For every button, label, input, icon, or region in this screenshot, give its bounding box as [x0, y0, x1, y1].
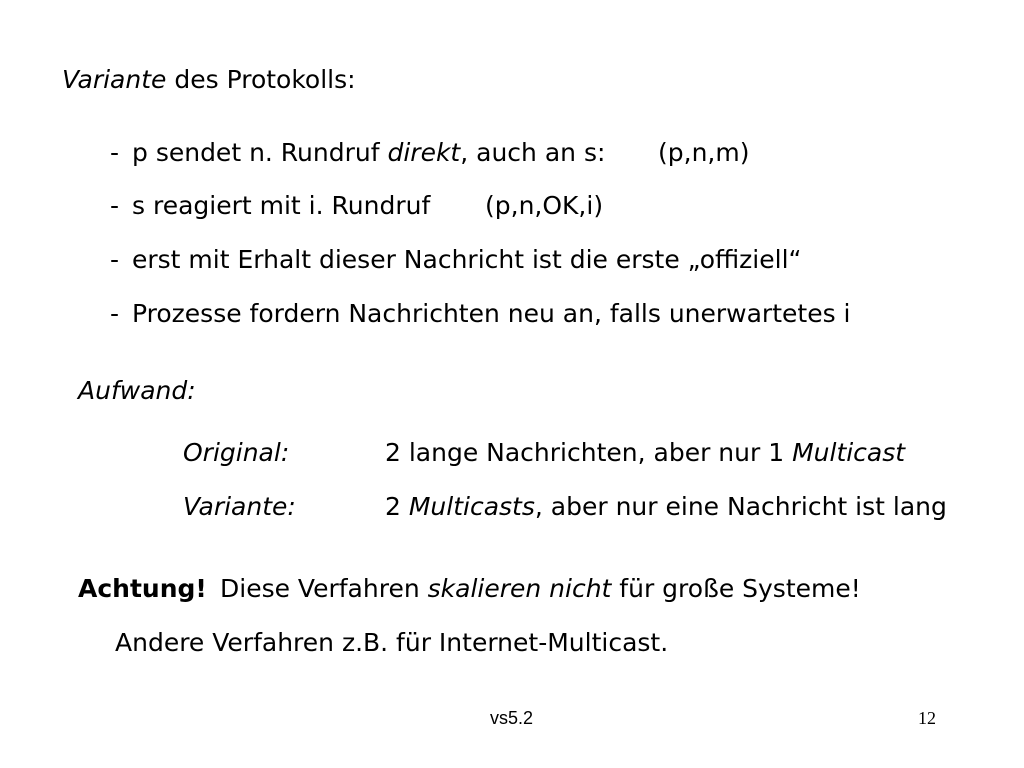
bullet-1-post: , auch an s: — [460, 138, 606, 167]
variante-text — [385, 492, 947, 522]
variante-post: , aber nur eine Nachricht ist lang — [534, 492, 947, 521]
variante-emphasis: Multicasts — [408, 492, 535, 521]
achtung-line-2: Andere Verfahren z.B. für Internet-Multicast. — [115, 628, 669, 657]
original-emphasis: Multicast — [792, 438, 906, 467]
original-text — [385, 438, 905, 468]
bullet-1-tuple: (p,n,m) — [658, 138, 750, 167]
original-label: Original: — [183, 438, 290, 467]
bullet-item-2 — [110, 191, 430, 221]
footer-label: vs5.2 — [490, 708, 534, 728]
achtung-post: für große Systeme! — [611, 574, 861, 603]
page-number: 12 — [918, 708, 936, 728]
heading-rest: des Protokolls: — [166, 65, 356, 94]
bullet-2-pre: s reagiert mit i. Rundruf — [132, 191, 431, 220]
achtung-pre: Diese Verfahren — [220, 574, 428, 603]
achtung-emphasis: skalieren nicht — [427, 574, 612, 603]
variante-pre: 2 — [385, 492, 409, 521]
bullet-item-4 — [110, 299, 851, 329]
bullet-item-3 — [110, 245, 801, 275]
bullet-4-text: Prozesse fordern Nachrichten neu an, falls unerwartetes i — [132, 299, 851, 328]
bullet-1-emphasis: direkt — [387, 138, 461, 167]
original-pre: 2 lange Nachrichten, aber nur 1 — [385, 438, 793, 467]
slide-heading — [62, 65, 356, 95]
bullet-item-1 — [110, 138, 605, 168]
achtung-label: Achtung! — [78, 574, 207, 603]
aufwand-label: Aufwand: — [78, 376, 196, 405]
heading-emphasis: Variante — [62, 65, 167, 94]
bullet-2-tuple: (p,n,OK,i) — [485, 191, 604, 220]
bullet-dash: - — [110, 245, 120, 274]
bullet-dash: - — [110, 138, 120, 167]
variante-label: Variante: — [183, 492, 296, 521]
bullet-dash: - — [110, 299, 120, 328]
bullet-3-text: erst mit Erhalt dieser Nachricht ist die erste „offiziell“ — [132, 245, 802, 274]
bullet-dash: - — [110, 191, 120, 220]
achtung-text — [220, 574, 861, 604]
bullet-1-pre: p sendet n. Rundruf — [132, 138, 388, 167]
